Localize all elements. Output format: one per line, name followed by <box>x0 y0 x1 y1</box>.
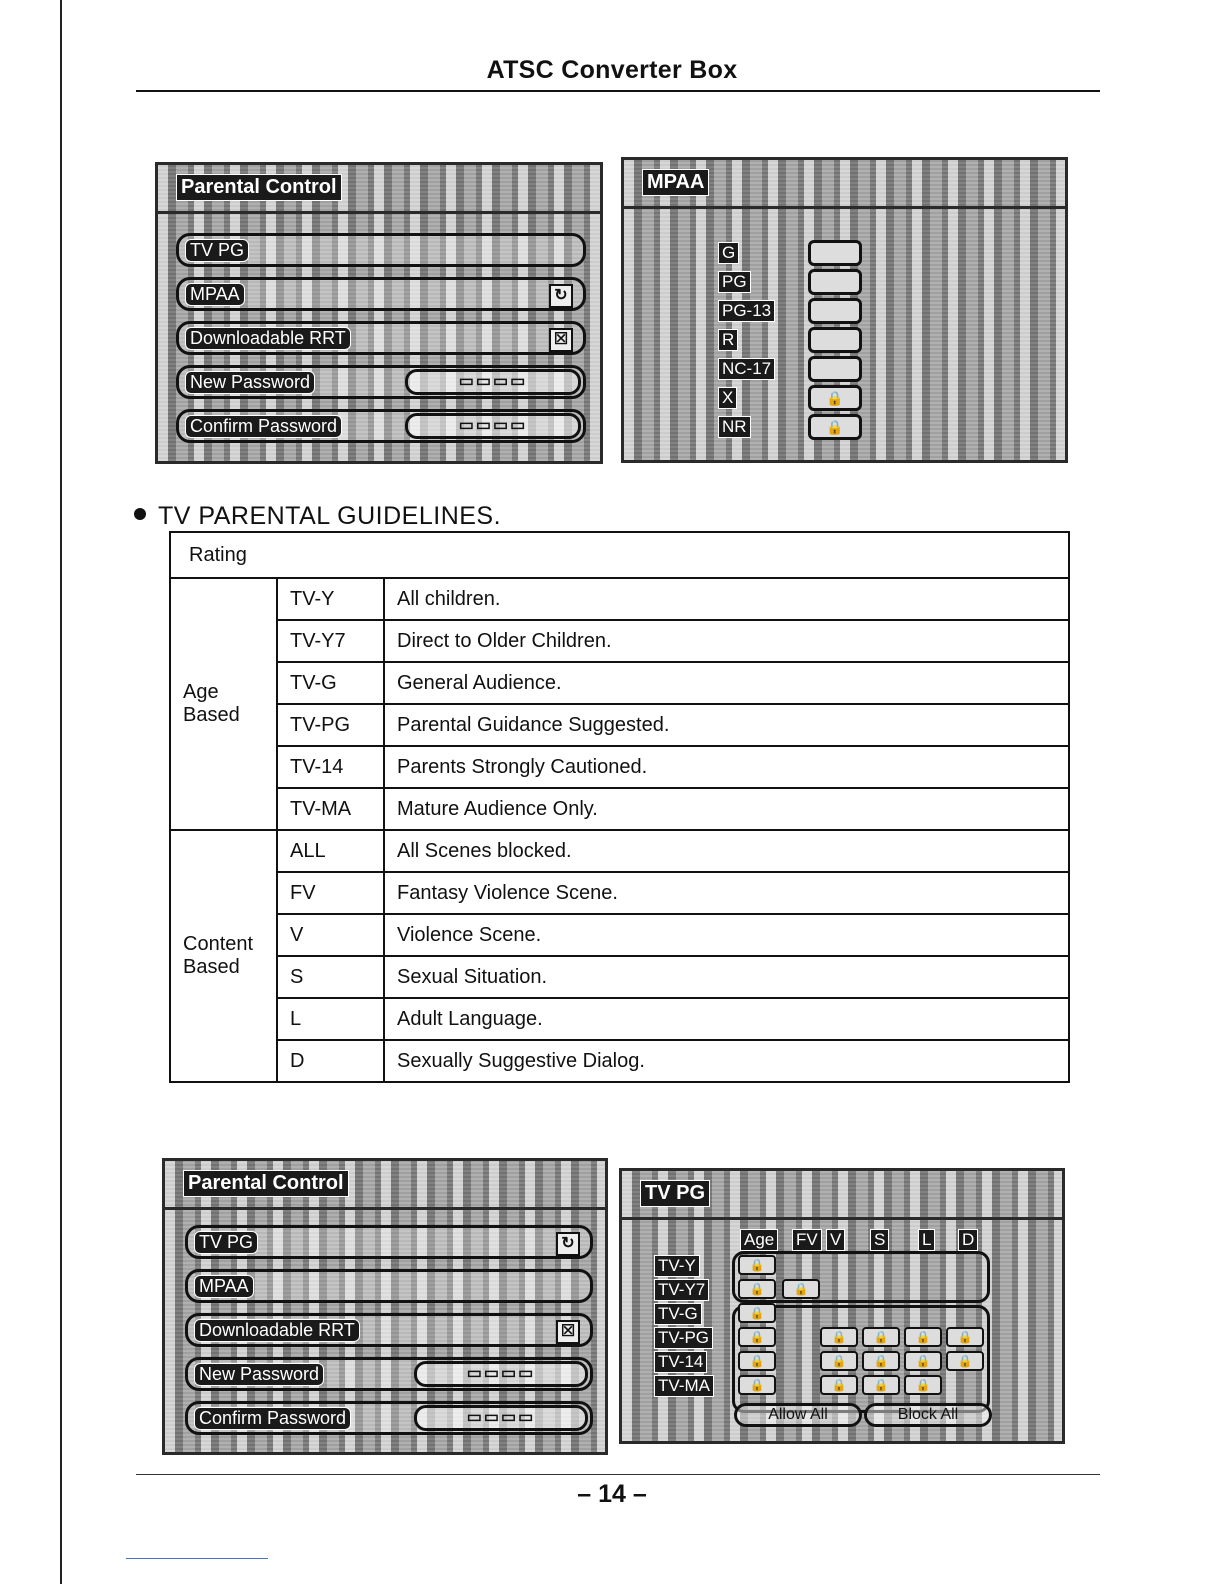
bottom-link-line <box>126 1558 268 1559</box>
checkbox-icon[interactable]: ☒ <box>556 1320 580 1344</box>
section-heading <box>134 502 501 531</box>
menu-item-tv-pg[interactable] <box>185 1225 593 1259</box>
menu-item-tv-pg[interactable] <box>176 233 586 267</box>
lock-toggle[interactable]: 🔒 <box>946 1327 984 1347</box>
mpaa-rating-label: G <box>718 242 739 264</box>
lock-toggle[interactable]: 🔒 <box>782 1279 820 1299</box>
block-all-button[interactable]: Block All <box>864 1403 992 1427</box>
lock-toggle[interactable]: 🔒 <box>738 1375 776 1395</box>
menu-item-downloadable-rrt[interactable] <box>185 1313 593 1347</box>
rating-description: Fantasy Violence Scene. <box>384 872 1069 914</box>
rating-code: ALL <box>277 830 384 872</box>
rating-code: L <box>277 998 384 1040</box>
rating-code: TV-G <box>277 662 384 704</box>
lock-toggle[interactable]: 🔒 <box>904 1351 942 1371</box>
table-row <box>170 620 1069 662</box>
rating-description: Violence Scene. <box>384 914 1069 956</box>
lock-toggle[interactable]: 🔒 <box>738 1351 776 1371</box>
row-label: TV-MA <box>654 1375 714 1397</box>
group-name-line: Content <box>183 933 254 955</box>
new-password-field[interactable]: ▭▭▭▭ <box>414 1361 588 1387</box>
rating-description: Direct to Older Children. <box>384 620 1069 662</box>
table-row <box>170 914 1069 956</box>
row-label: TV-Y7 <box>654 1279 709 1301</box>
page-edge-line <box>60 0 62 1584</box>
enter-icon[interactable]: ↻ <box>549 284 573 308</box>
row-label: TV-Y <box>654 1255 700 1277</box>
section-heading-text: TV PARENTAL GUIDELINES. <box>158 502 502 530</box>
rating-description: All children. <box>384 578 1069 620</box>
lock-toggle[interactable]: 🔒 <box>820 1375 858 1395</box>
parental-control-screen-top <box>155 162 603 464</box>
lock-toggle[interactable]: 🔒 <box>820 1327 858 1347</box>
screen-titlebar <box>624 160 1065 209</box>
screen-titlebar <box>165 1161 605 1210</box>
rating-description: General Audience. <box>384 662 1069 704</box>
rating-code: D <box>277 1040 384 1082</box>
table-row <box>170 998 1069 1040</box>
mpaa-rating-label: PG-13 <box>718 300 775 322</box>
footer-rule <box>136 1474 1100 1475</box>
checkbox-icon[interactable]: ☒ <box>549 328 573 352</box>
lock-toggle[interactable]: 🔒 <box>862 1375 900 1395</box>
table-row <box>170 830 1069 872</box>
table-row <box>170 746 1069 788</box>
rating-description: Adult Language. <box>384 998 1069 1040</box>
table-row <box>170 788 1069 830</box>
rating-description: Parental Guidance Suggested. <box>384 704 1069 746</box>
lock-toggle[interactable]: 🔒 <box>904 1375 942 1395</box>
table-header-cell: Rating <box>170 532 1069 578</box>
row-label: TV-14 <box>654 1351 707 1373</box>
rating-description: Sexual Situation. <box>384 956 1069 998</box>
mpaa-lock-toggle[interactable]: 🔒 <box>808 385 862 411</box>
row-label: TV-PG <box>654 1327 713 1349</box>
menu-item-mpaa[interactable] <box>176 277 586 311</box>
rating-code: TV-14 <box>277 746 384 788</box>
mpaa-rating-label: NR <box>718 416 751 438</box>
menu-item-label: MPAA <box>185 283 245 306</box>
lock-toggle[interactable]: 🔒 <box>862 1351 900 1371</box>
mpaa-lock-toggle[interactable] <box>808 356 862 382</box>
rating-code: TV-PG <box>277 704 384 746</box>
mpaa-lock-toggle[interactable] <box>808 269 862 295</box>
column-header: Age <box>740 1229 778 1251</box>
rating-code: V <box>277 914 384 956</box>
table-row <box>170 1040 1069 1082</box>
lock-toggle[interactable]: 🔒 <box>738 1303 776 1323</box>
group-name-line: Age <box>183 681 219 703</box>
menu-item-label: MPAA <box>194 1275 254 1298</box>
table-row <box>170 662 1069 704</box>
new-password-field[interactable]: ▭▭▭▭ <box>405 369 581 395</box>
column-header: S <box>870 1229 889 1251</box>
mpaa-lock-toggle[interactable]: 🔒 <box>808 414 862 440</box>
mpaa-lock-toggle[interactable] <box>808 327 862 353</box>
rating-code: TV-Y7 <box>277 620 384 662</box>
mpaa-rating-label: NC-17 <box>718 358 775 380</box>
rating-description: All Scenes blocked. <box>384 830 1069 872</box>
menu-item-confirm-password[interactable] <box>185 1401 593 1435</box>
lock-toggle[interactable]: 🔒 <box>738 1279 776 1299</box>
rating-code: TV-MA <box>277 788 384 830</box>
menu-item-mpaa[interactable] <box>185 1269 593 1303</box>
mpaa-screen <box>621 157 1068 463</box>
mpaa-rating-label: R <box>718 329 738 351</box>
menu-item-label: TV PG <box>194 1231 258 1254</box>
screen-title: MPAA <box>642 169 709 196</box>
row-label: TV-G <box>654 1303 702 1325</box>
menu-item-label: Confirm Password <box>194 1407 351 1430</box>
lock-toggle[interactable]: 🔒 <box>820 1351 858 1371</box>
menu-item-new-password[interactable] <box>185 1357 593 1391</box>
page-number: – 14 – <box>577 1480 647 1508</box>
page-header-title: ATSC Converter Box <box>486 56 738 84</box>
column-header: FV <box>792 1229 822 1251</box>
menu-item-label: Confirm Password <box>185 415 342 438</box>
menu-item-label: New Password <box>194 1363 324 1386</box>
table-row <box>170 872 1069 914</box>
screen-titlebar <box>158 165 600 214</box>
tv-pg-screen <box>619 1168 1065 1444</box>
rating-description: Mature Audience Only. <box>384 788 1069 830</box>
mpaa-rating-label: X <box>718 387 737 409</box>
rating-code: TV-Y <box>277 578 384 620</box>
menu-item-label: TV PG <box>185 239 249 262</box>
screen-title: Parental Control <box>176 174 342 201</box>
table-row <box>170 956 1069 998</box>
table-row <box>170 578 1069 620</box>
group-name-line: Based <box>183 704 240 726</box>
menu-item-label: Downloadable RRT <box>185 327 351 350</box>
parental-control-screen-bottom <box>162 1158 608 1455</box>
rating-code: S <box>277 956 384 998</box>
rating-code: FV <box>277 872 384 914</box>
rating-description: Sexually Suggestive Dialog. <box>384 1040 1069 1082</box>
screen-title: TV PG <box>640 1180 710 1207</box>
menu-item-new-password[interactable] <box>176 365 586 399</box>
rating-description: Parents Strongly Cautioned. <box>384 746 1069 788</box>
enter-icon[interactable]: ↻ <box>556 1232 580 1256</box>
menu-item-confirm-password[interactable] <box>176 409 586 443</box>
lock-toggle[interactable]: 🔒 <box>946 1351 984 1371</box>
screen-titlebar <box>622 1171 1062 1220</box>
table-header-row <box>170 532 1069 578</box>
rating-table <box>169 531 1070 1083</box>
mpaa-lock-toggle[interactable] <box>808 240 862 266</box>
group-cell-age-based <box>170 578 277 830</box>
group-cell-content-based <box>170 830 277 1082</box>
lock-toggle[interactable]: 🔒 <box>862 1327 900 1347</box>
bullet-icon <box>134 508 146 520</box>
column-header: D <box>958 1229 978 1251</box>
group-name-line: Based <box>183 956 240 978</box>
screen-title: Parental Control <box>183 1170 349 1197</box>
table-row <box>170 704 1069 746</box>
lock-toggle[interactable]: 🔒 <box>738 1255 776 1275</box>
mpaa-rating-label: PG <box>718 271 751 293</box>
lock-toggle[interactable]: 🔒 <box>904 1327 942 1347</box>
menu-item-label: Downloadable RRT <box>194 1319 360 1342</box>
column-header: L <box>918 1229 935 1251</box>
lock-toggle[interactable]: 🔒 <box>738 1327 776 1347</box>
header-rule <box>136 90 1100 92</box>
allow-all-button[interactable]: Allow All <box>734 1403 862 1427</box>
mpaa-lock-toggle[interactable] <box>808 298 862 324</box>
menu-item-downloadable-rrt[interactable] <box>176 321 586 355</box>
confirm-password-field[interactable]: ▭▭▭▭ <box>405 413 581 439</box>
confirm-password-field[interactable]: ▭▭▭▭ <box>414 1405 588 1431</box>
menu-item-label: New Password <box>185 371 315 394</box>
column-header: V <box>826 1229 845 1251</box>
